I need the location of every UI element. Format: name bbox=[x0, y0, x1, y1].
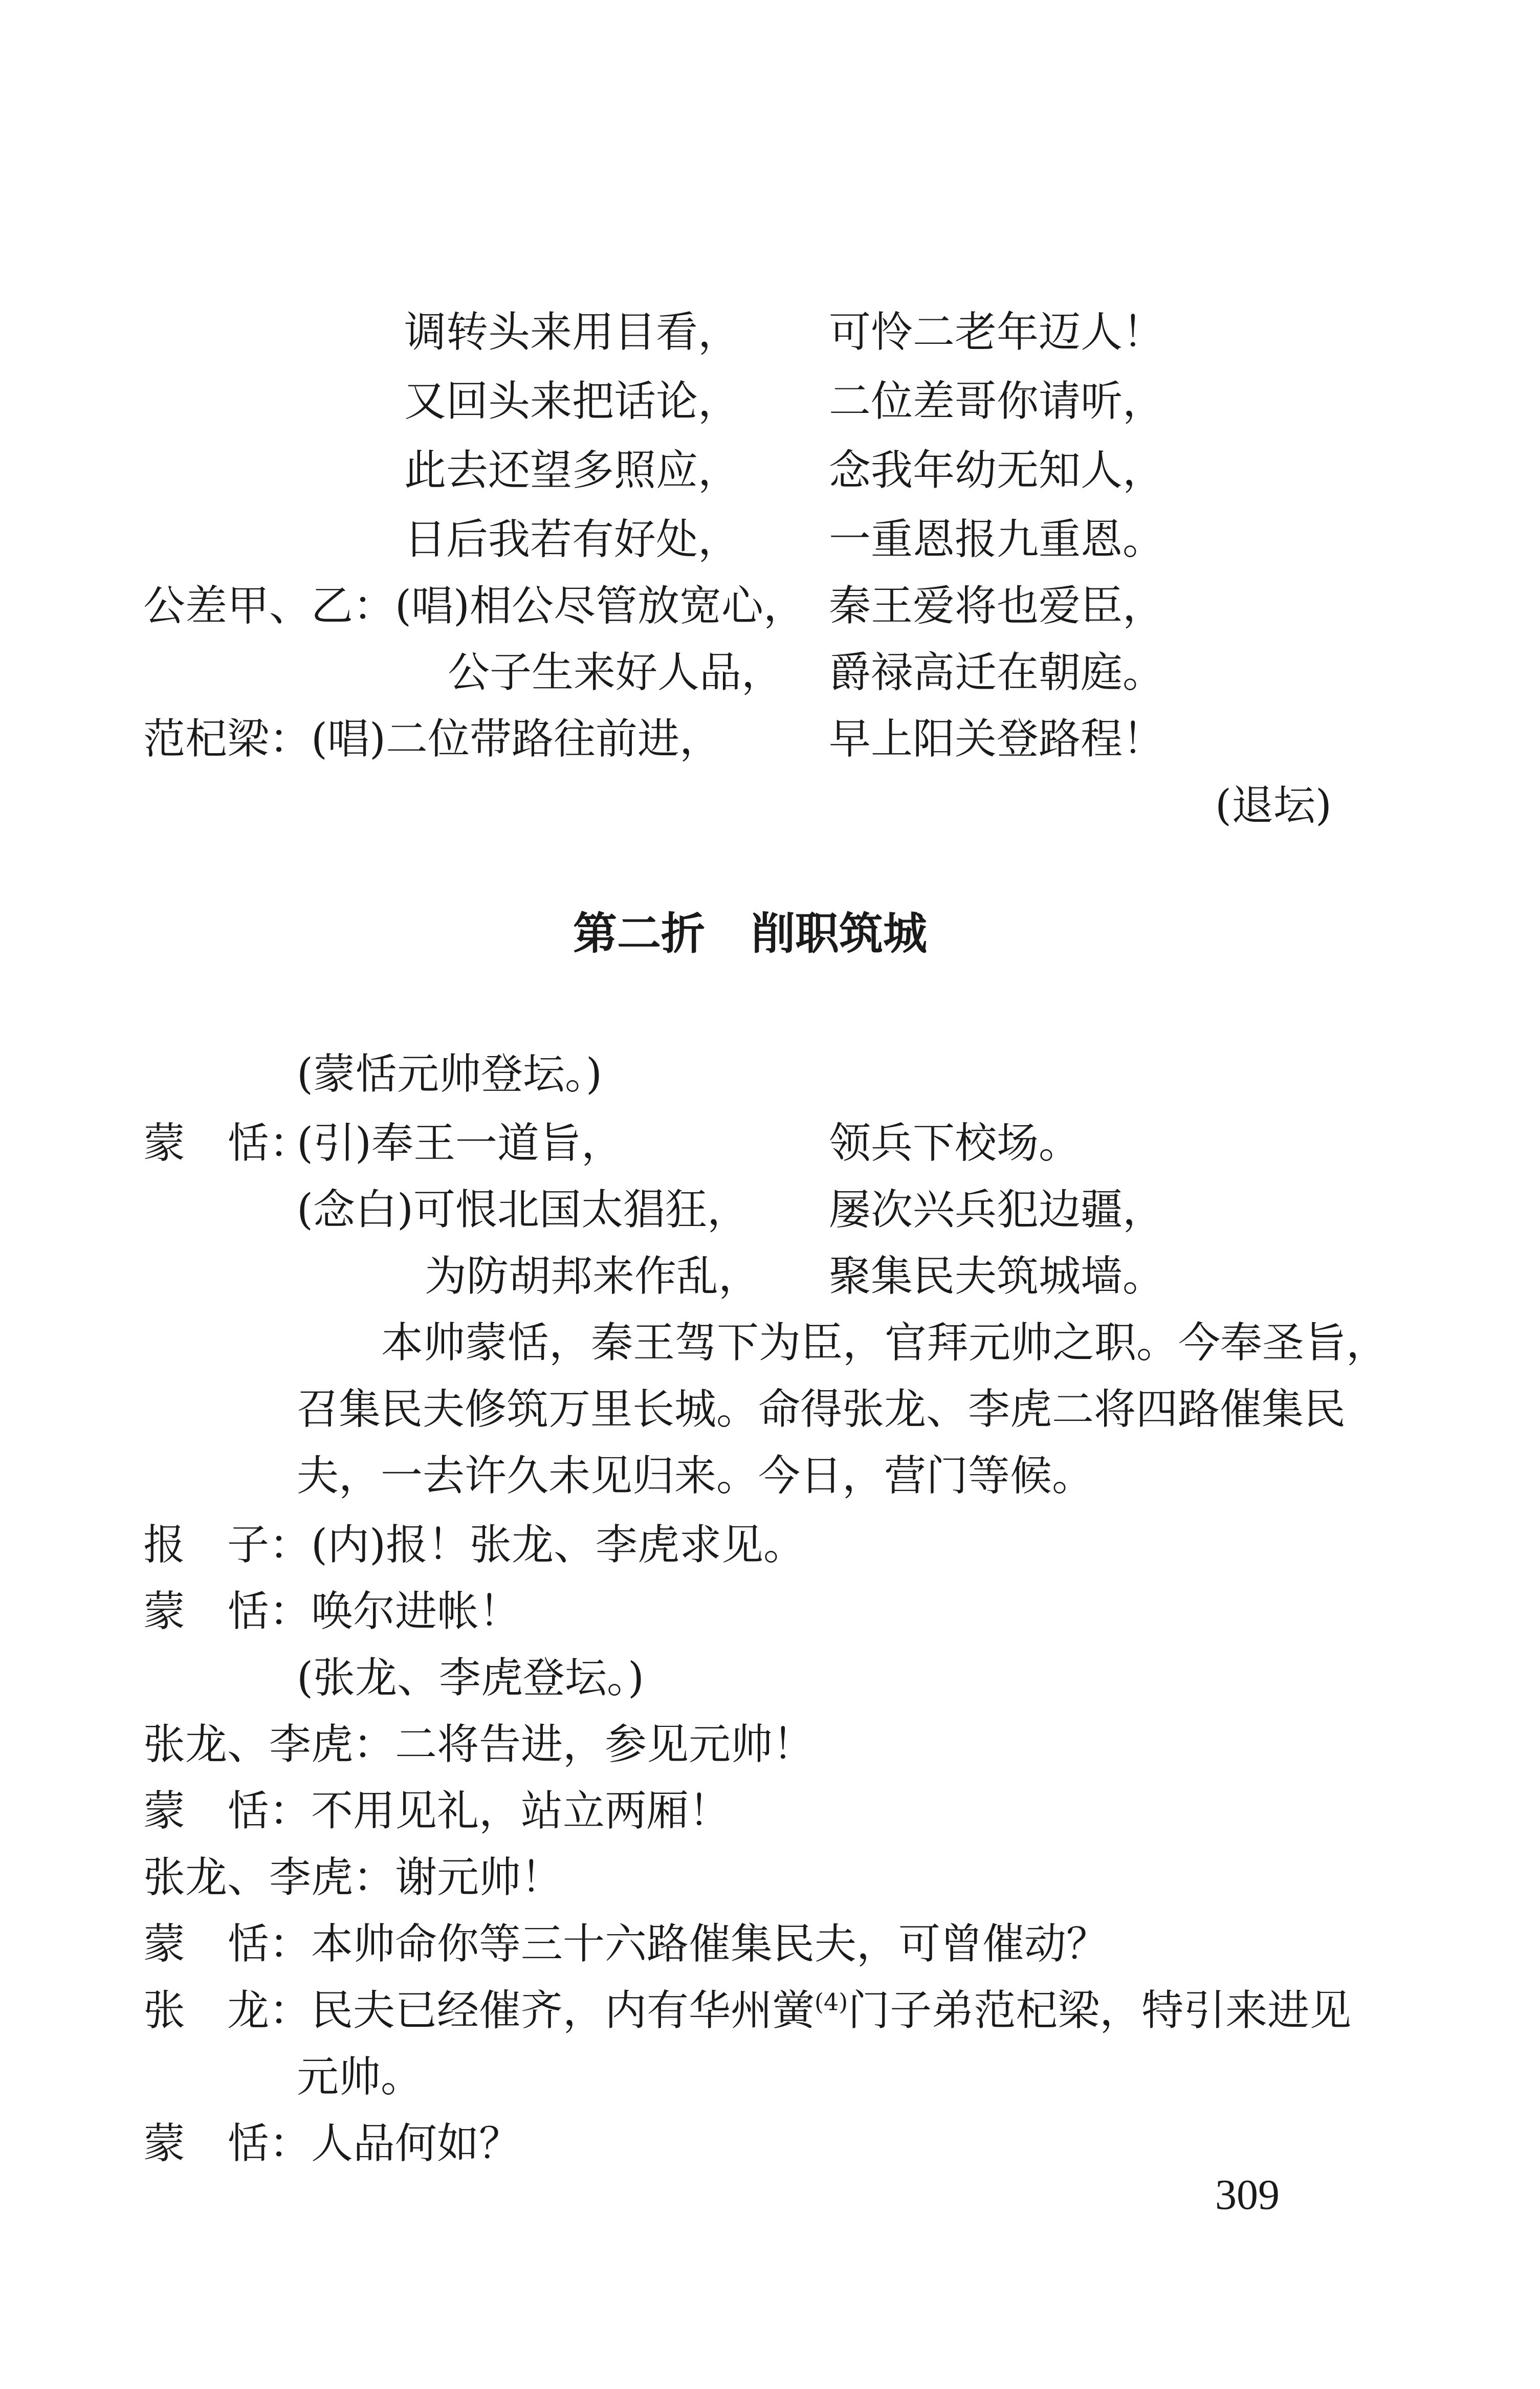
act-title: 削职筑城 bbox=[751, 908, 927, 959]
verse-1-right: 可怜二老年迈人！ bbox=[829, 308, 1165, 357]
dialogue-text: 不用见礼，站立两厢！ bbox=[311, 1787, 731, 1835]
nianbai-1-left: (念白)可恨北国太猖狂， bbox=[297, 1186, 749, 1234]
speaker-label: 蒙 恬： bbox=[143, 1920, 312, 1968]
prose-line-2: 召集民夫修筑万里长城。命得张龙、李虎二将四路催集民 bbox=[297, 1385, 1346, 1434]
dialogue-line bbox=[143, 1520, 805, 1571]
nianbai-2-left: 为防胡邦来作乱， bbox=[425, 1252, 761, 1301]
verse-2-left: 又回头来把话论， bbox=[404, 377, 740, 426]
verse-2-right: 二位差哥你请听， bbox=[829, 377, 1165, 426]
stage-direction: (蒙恬元帅登坛。) bbox=[297, 1050, 602, 1099]
prose-line-3: 夫，一去许久未见归来。今日，营门等候。 bbox=[297, 1452, 1094, 1500]
dialogue-text: 二将告进，参见元帅！ bbox=[395, 1720, 815, 1769]
verse-3-right: 念我年幼无知人， bbox=[829, 446, 1165, 495]
dialogue-text: 本帅命你等三十六路催集民夫，可曾催动？ bbox=[311, 1920, 1109, 1968]
speaker-label: 蒙 恬： bbox=[143, 2119, 312, 2168]
dialogue-text: 谢元帅！ bbox=[395, 1853, 563, 1902]
dialogue-text: (内)报！张龙、李虎求见。 bbox=[311, 1521, 805, 1569]
nianbai-1-right: 屡次兴兵犯边疆， bbox=[829, 1186, 1165, 1234]
dialogue-line bbox=[143, 1852, 563, 1903]
verse-7-right: 早上阳关登路程！ bbox=[829, 715, 1165, 763]
dialogue-line-with-note bbox=[143, 1985, 1351, 2036]
dialogue-text: 唤尔进帐！ bbox=[311, 1587, 521, 1636]
verse-5-right: 秦王爱将也爱臣， bbox=[829, 582, 1165, 630]
dialogue-continuation: 元帅。 bbox=[297, 2053, 423, 2101]
dialogue-line bbox=[143, 1719, 815, 1770]
yin-line-speaker: 蒙 恬： bbox=[143, 1119, 312, 1168]
nianbai-2-right: 聚集民夫筑城墙。 bbox=[829, 1252, 1165, 1301]
stage-direction: (张龙、李虎登坛。) bbox=[297, 1654, 644, 1702]
speaker-label: 蒙 恬： bbox=[143, 1587, 312, 1636]
speaker-label: 蒙 恬： bbox=[143, 1787, 312, 1835]
verse-4-left: 日后我若有好处， bbox=[404, 515, 740, 564]
verse-5-left: 公差甲、乙：(唱)相公尽管放宽心， bbox=[143, 582, 805, 630]
dialogue-line bbox=[143, 2118, 521, 2169]
exit-direction: (退坛) bbox=[1215, 781, 1332, 830]
yin-line-left: (引)奉王一道旨， bbox=[297, 1119, 623, 1168]
footnote-marker: (4) bbox=[815, 1988, 848, 2016]
speaker-label: 张 龙： bbox=[143, 1986, 312, 2035]
verse-4-right: 一重恩报九重恩。 bbox=[829, 515, 1165, 564]
speaker-label: 张龙、李虎： bbox=[143, 1853, 395, 1902]
dialogue-text: 人品何如？ bbox=[311, 2119, 521, 2168]
dialogue-line bbox=[143, 1919, 1108, 1970]
verse-6-left: 公子生来好人品， bbox=[448, 648, 784, 697]
verse-1-left: 调转头来用目看， bbox=[404, 308, 740, 357]
dialogue-text: 门子弟范杞梁，特引来进见 bbox=[848, 1986, 1352, 2035]
yin-line-right: 领兵下校场。 bbox=[829, 1119, 1081, 1168]
verse-3-left: 此去还望多照应， bbox=[404, 446, 740, 495]
act-number: 第二折 bbox=[573, 908, 705, 959]
page-number: 309 bbox=[1215, 2171, 1280, 2219]
dialogue-line bbox=[143, 1586, 521, 1637]
dialogue-text: 民夫已经催齐，内有华州黉 bbox=[311, 1986, 815, 2035]
verse-7-left: 范杞梁：(唱)二位带路往前进， bbox=[143, 715, 721, 763]
speaker-label: 张龙、李虎： bbox=[143, 1720, 395, 1769]
speaker-label: 报 子： bbox=[143, 1521, 312, 1569]
section-heading bbox=[573, 908, 927, 959]
dialogue-line bbox=[143, 1786, 731, 1837]
prose-line-1: 本帅蒙恬，秦王驾下为臣，官拜元帅之职。今奉圣旨， bbox=[381, 1319, 1389, 1367]
verse-6-right: 爵禄高迁在朝庭。 bbox=[829, 648, 1165, 697]
